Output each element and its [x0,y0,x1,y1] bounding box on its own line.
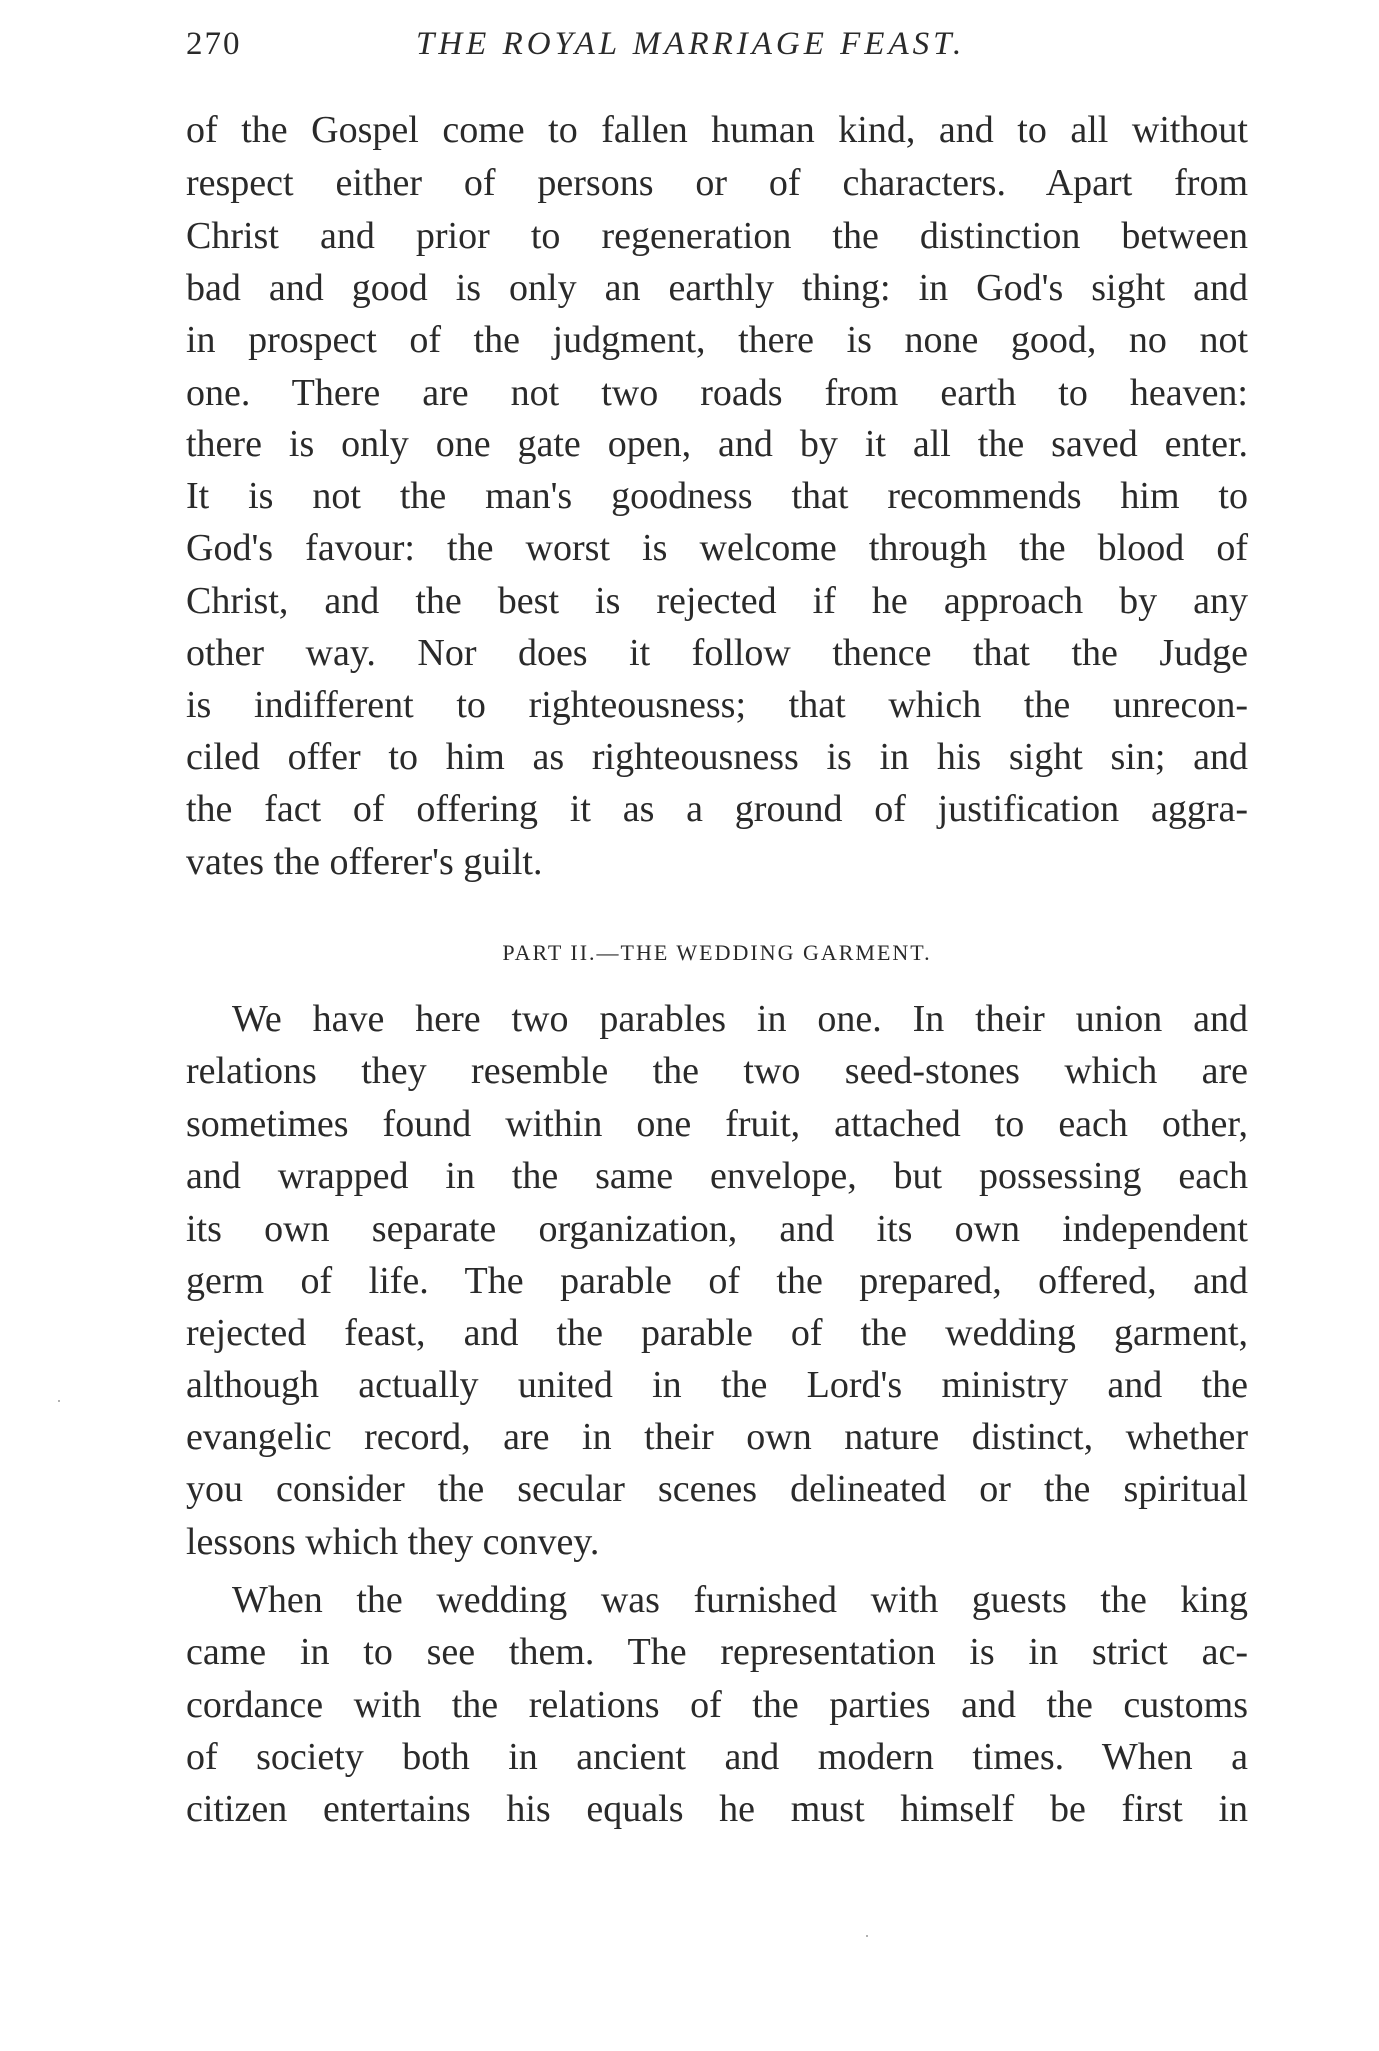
text-line: We have here two parables in one. In their union and [232,998,1248,1040]
text-line: one. There are not two roads from earth to heaven: [186,372,1248,414]
text-line: is indifferent to righteousness; that which the unrecon- [186,684,1248,726]
text-line: of the Gospel come to fallen human kind, and to all without [186,109,1248,151]
text-line: When the wedding was furnished with guests the king [232,1579,1248,1621]
text-line: in prospect of the judgment, there is none good, no not [186,319,1248,361]
text-line: citizen entertains his equals he must himself be first in [186,1788,1248,1830]
text-line: Christ, and the best is rejected if he approach by any [186,580,1248,622]
text-line: there is only one gate open, and by it all the saved enter. [186,423,1248,465]
text-line: its own separate organization, and its own independent [186,1208,1248,1250]
text-line: germ of life. The parable of the prepared, offered, and [186,1260,1248,1302]
text-line: ciled offer to him as righteousness is in his sight sin; and [186,736,1248,778]
text-line: although actually united in the Lord's ministry and the [186,1364,1248,1406]
text-line: bad and good is only an earthly thing: in God's sight and [186,267,1248,309]
text-line: evangelic record, are in their own nature distinct, whether [186,1416,1248,1458]
text-line: rejected feast, and the parable of the wedding garment, [186,1312,1248,1354]
scan-speck [58,1400,60,1402]
running-title: THE ROYAL MARRIAGE FEAST. [416,26,966,62]
text-line: respect either of persons or of characters. Apart from [186,162,1248,204]
text-line: It is not the man's goodness that recommends him to [186,475,1248,517]
text-line: lessons which they convey. [186,1521,600,1563]
text-line: you consider the secular scenes delineated or the spiritual [186,1468,1248,1510]
text-line: relations they resemble the two seed-stones which are [186,1050,1248,1092]
text-line: other way. Nor does it follow thence that the Judge [186,632,1248,674]
text-line: and wrapped in the same envelope, but possessing each [186,1155,1248,1197]
scan-speck [866,1935,868,1937]
text-line: cordance with the relations of the parties and the customs [186,1684,1248,1726]
page-number: 270 [186,26,242,62]
text-line: sometimes found within one fruit, attached to each other, [186,1103,1248,1145]
text-line: vates the offerer's guilt. [186,841,543,883]
running-head [186,26,1246,70]
text-line: of society both in ancient and modern times. When a [186,1736,1248,1778]
text-line: the fact of offering it as a ground of justification aggra- [186,788,1248,830]
text-line: came in to see them. The representation is in strict ac- [186,1631,1248,1673]
text-line: Christ and prior to regeneration the distinction between [186,215,1248,257]
section-heading: PART II.—THE WEDDING GARMENT. [502,940,932,965]
text-line: God's favour: the worst is welcome through the blood of [186,527,1248,569]
